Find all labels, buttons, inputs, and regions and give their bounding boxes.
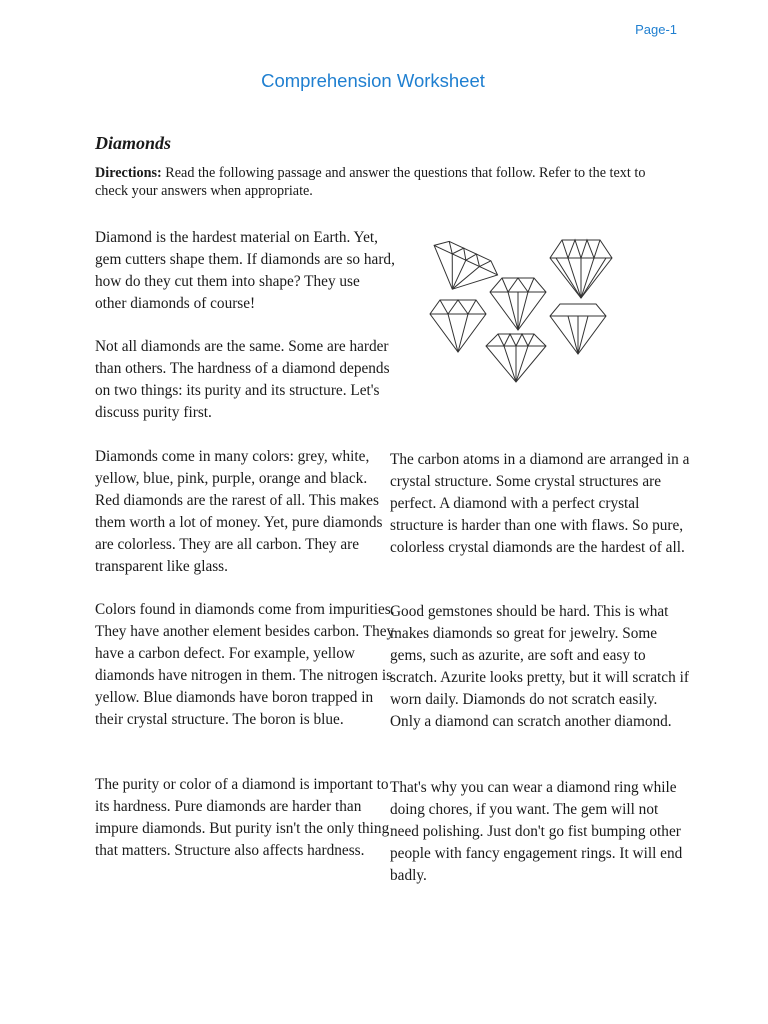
diamond-icon xyxy=(430,300,486,352)
diamonds-illustration xyxy=(420,232,620,384)
left-paragraph: The purity or color of a diamond is important to its hardness. Pure diamonds are harder than impure diamonds. But purity isn't the only thing that matters. Structure also affects hardness. xyxy=(95,776,390,859)
left-paragraph: Diamonds come in many colors: grey, white, yellow, blue, pink, purple, orange and black. Red diamonds are the rarest of all. This makes them worth a lot of money. Yet, pure diamonds are colorless. They are all carbon. They are transparent like glass. xyxy=(95,448,383,575)
diamond-icon xyxy=(550,304,606,354)
left-paragraph: Not all diamonds are the same. Some are harder than others. The hardness of a diamond depends on two things: its purity and its structure. Let's discuss purity first. xyxy=(95,338,390,421)
directions-text: Read the following passage and answer the questions that follow. Refer to the text to check your answers when appropriate. xyxy=(95,165,646,199)
diamond-icon xyxy=(421,236,502,304)
worksheet-title: Comprehension Worksheet xyxy=(261,70,485,91)
diamond-icon xyxy=(490,278,546,330)
directions-label: Directions: xyxy=(95,165,162,181)
page-number: Page-1 xyxy=(635,22,677,37)
right-paragraph: Good gemstones should be hard. This is what makes diamonds so great for jewelry. Some gems, such as azurite, are soft and easy to scratch. Azurite looks pretty, but it will scratch if worn daily. Diamonds do not scratch easily. Only a diamond can scratch another diamond. xyxy=(390,603,689,730)
diamond-icon xyxy=(550,240,612,298)
diamond-icon xyxy=(486,334,546,382)
left-paragraph: Colors found in diamonds come from impurities. They have another element besides carbon. They have a carbon defect. For example, yellow diamonds have nitrogen in them. The nitrogen is yellow. Blue diamonds have boron trapped in their crystal structure. The boron is blue. xyxy=(95,601,395,728)
right-paragraph: That's why you can wear a diamond ring while doing chores, if you want. The gem will not need polishing. Just don't go fist bumping other people with fancy engagement rings. It will end badly. xyxy=(390,779,683,884)
directions xyxy=(95,164,675,200)
left-paragraph: Diamond is the hardest material on Earth. Yet, gem cutters shape them. If diamonds are so hard, how do they cut them into shape? They use other diamonds of course! xyxy=(95,229,395,312)
article-heading: Diamonds xyxy=(95,133,172,153)
right-paragraph: The carbon atoms in a diamond are arranged in a crystal structure. Some crystal structures are perfect. A diamond with a perfect crystal structure is harder than one with flaws. So pure, colorless crystal diamonds are the hardest of all. xyxy=(390,451,690,556)
